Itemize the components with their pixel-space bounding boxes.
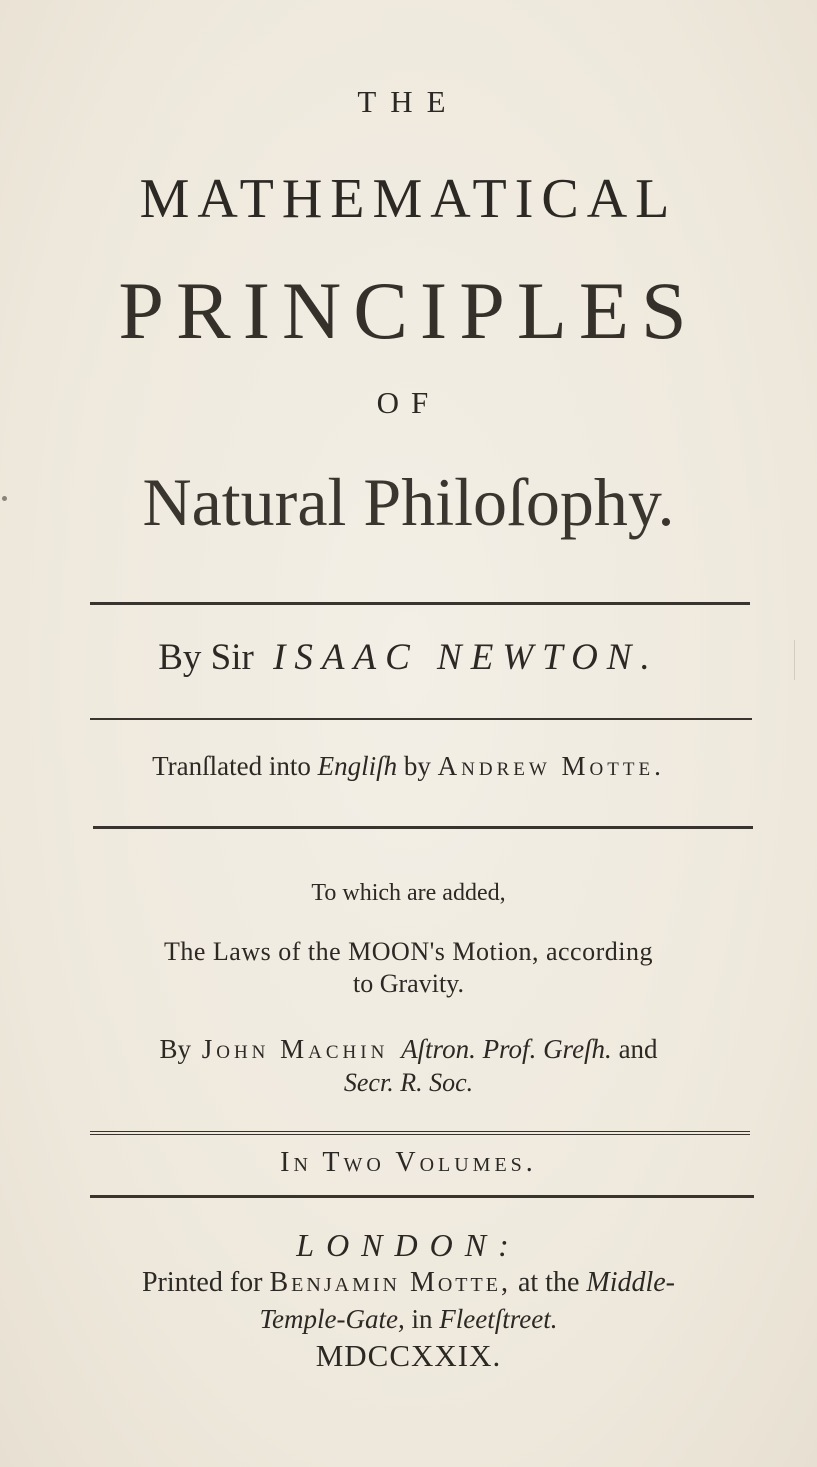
imprint-line2 [0, 1304, 817, 1335]
imprint-in: in [411, 1304, 433, 1334]
imprint-printed-for: Printed for [141, 1267, 263, 1298]
translator-line [0, 751, 817, 782]
title-principles: PRINCIPLES [118, 265, 699, 356]
translator-name: Andrew Motte. [437, 751, 665, 781]
volumes: In Two Volumes. [280, 1147, 537, 1178]
added-work-line1: The Laws of the MOON's Motion, according [164, 937, 653, 966]
rule-4 [90, 1131, 750, 1138]
added-intro: To which are added, [311, 880, 506, 906]
rule-1 [90, 602, 750, 605]
title-mathematical: MATHEMATICAL [139, 168, 678, 230]
title-natural-philosophy: Natural Philoſophy. [142, 464, 675, 540]
added-and: and [618, 1034, 658, 1064]
translated-prefix: Tranſlated into [152, 751, 311, 781]
imprint-city: LONDON: [296, 1227, 521, 1263]
added-author-line1 [0, 1034, 817, 1065]
added-credentials-2: Secr. R. Soc. [343, 1068, 474, 1097]
rule-2 [90, 718, 752, 720]
added-credentials-1: Aſtron. Prof. Greſh. [401, 1034, 612, 1064]
translated-language: Engliſh [317, 751, 398, 781]
imprint-street: Fleetſtreet. [439, 1304, 558, 1334]
rule-3 [93, 826, 753, 829]
translated-by: by [403, 751, 431, 781]
rule-5 [90, 1195, 754, 1198]
added-work-line2: to Gravity. [353, 969, 464, 998]
imprint-year: MDCCXXIX. [315, 1338, 502, 1373]
added-by: By [159, 1034, 191, 1064]
imprint-line1 [0, 1267, 817, 1299]
imprint-printer: Benjamin Motte, [269, 1267, 511, 1298]
imprint-location-a: Middle- [586, 1267, 676, 1298]
author-by: By Sir [158, 637, 254, 678]
title-of: OF [376, 385, 441, 420]
imprint-location-b: Temple-Gate, [259, 1304, 405, 1334]
author-line [0, 636, 817, 679]
added-author: John Machin [201, 1034, 389, 1064]
title-the: THE [357, 84, 460, 119]
imprint-at-the: at the [517, 1267, 580, 1298]
author-name: ISAAC NEWTON. [273, 637, 659, 678]
